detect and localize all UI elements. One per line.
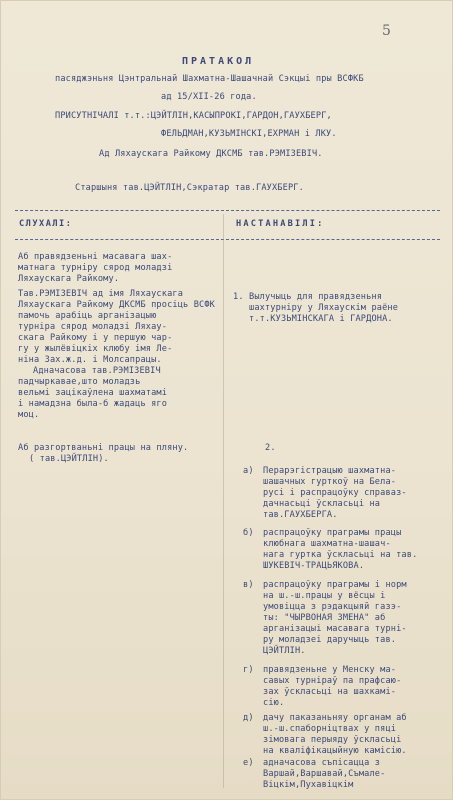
column-heading-resolved: НАСТАНАВІЛІ: xyxy=(236,219,325,229)
item-letter: г) xyxy=(243,665,254,675)
left-line: Аб разгортваньні працы на пляну. xyxy=(18,443,189,453)
header-line: ФЕЛЬДМАН,КУЗЬМІНСКІ,ЕХРМАН і ЛКУ. xyxy=(161,129,337,139)
left-line: Ляхаускага Райкому ДКСМБ просіць ВСФК xyxy=(18,300,215,310)
document-title: ПРАТАКОЛ xyxy=(182,56,255,67)
right-line: ш.-ш.спаборніцтвах у пяці xyxy=(263,724,397,734)
right-line: Варшай,Варшавай,Съмале- xyxy=(263,769,386,779)
right-line: Перарэгістрацыю шахматна- xyxy=(263,466,397,476)
left-line: памочь арабіць арганізацыю xyxy=(18,311,157,321)
left-line: ніна Зах.ж.д. і Молсапрацы. xyxy=(18,355,162,365)
header-line: Старшыня тав.ЦЭЙТЛІН,Сэкратар тав.ГАУХБЕРГ. xyxy=(75,183,304,193)
left-line: Тав.РЭМІЗЕВІЧ ад імя Ляхаускага xyxy=(18,289,184,299)
item-letter: в) xyxy=(243,580,254,590)
right-line: савых турніраў па прафсаю- xyxy=(263,676,402,686)
right-line: нага гуртка ўскласьці на тав. xyxy=(263,550,418,560)
right-line: на кваліфікацыйную камісію. xyxy=(263,746,407,756)
header-line: пасяджэньня Цэнтральнай Шахматна-Шашачнай Сэкцыі пры ВСФКБ xyxy=(55,74,364,84)
left-line: Ляхаускага Райкому. xyxy=(18,274,120,284)
right-line: правядзеньне у Менску ма- xyxy=(263,665,397,675)
right-line: на ш.-ш.працы у вёсцы і xyxy=(263,591,386,601)
left-line: ( тав.ЦЭЙТЛІН). xyxy=(29,454,109,464)
right-line: зімовага перыяду ўскласьці xyxy=(263,735,402,745)
right-line: арганізацыі масавага турні- xyxy=(263,624,407,634)
left-line: падчыркавае,што моладзь xyxy=(18,377,141,387)
left-line: і намадзна была-б жадаць яго xyxy=(18,399,168,409)
column-heading-heard: СЛУХАЛІ: xyxy=(19,219,73,229)
separator-line xyxy=(15,239,440,240)
resolution-number: 1. xyxy=(233,292,244,302)
item-letter: б) xyxy=(243,528,254,538)
right-line: шашачных гурткоў на Бела- xyxy=(263,477,397,487)
item-letter: д) xyxy=(243,713,254,723)
right-line: ты: "ЧЫРВОНАЯ ЗМЕНА" аб xyxy=(263,613,386,623)
left-line: гу у жылёвіцкіх клюбу імя Ле- xyxy=(18,344,173,354)
right-line: ЦЭЙТЛІН. xyxy=(263,646,306,656)
right-line: Вылучыць для правядзеньня xyxy=(249,292,383,302)
right-line: сію. xyxy=(263,698,285,708)
item-letter: е) xyxy=(243,758,254,768)
corner-number-mark: 5 xyxy=(382,23,391,39)
left-line: скага Райкому і у першую чар- xyxy=(18,333,173,343)
right-line: клюбнага шахматна-шашач- xyxy=(263,539,391,549)
right-line: умовіцца з рэдакцыяй газэ- xyxy=(263,602,402,612)
right-line: дачу паказаньняу органам аб xyxy=(263,713,407,723)
left-line: Адначасова тав.РЭМІЗЕВІЧ xyxy=(33,366,161,376)
right-line: т.т.КУЗЬМІНСКАГА і ГАРДОНА. xyxy=(249,314,393,324)
right-line: Віцкім,Пухавіцкім xyxy=(263,780,354,790)
header-line: Ад Ляхаускага Райкому ДКСМБ тав.РЭМІЗЕВІЧ. xyxy=(99,149,323,159)
separator-line xyxy=(15,210,440,211)
right-line: шахтурніру у Ляхаускім раёне xyxy=(249,303,399,313)
right-line: адначасова съпісацца з xyxy=(263,758,381,768)
header-line: ПРИСУТНІЧАЛІ т.т.:ЦЭЙТЛІН,КАСЫПРОКІ,ГАРДОН,ГАУХБЕРГ, xyxy=(55,111,332,121)
resolution-number: 2. xyxy=(265,443,276,453)
item-letter: а) xyxy=(243,466,254,476)
header-line: ад 15/XII-26 года. xyxy=(161,92,257,102)
left-line: моц. xyxy=(18,410,40,420)
left-line: Аб правядзеньні масавага шах- xyxy=(18,252,173,262)
right-line: распрацоўку праграмы працы xyxy=(263,528,402,538)
right-line: ру моладзеі даручыць тав. xyxy=(263,635,397,645)
column-divider xyxy=(223,214,224,788)
right-line: русі і распрацоўку справаз- xyxy=(263,488,407,498)
right-line: тав.ГАУХБЕРГА. xyxy=(263,510,338,520)
left-line: турніра сярод моладзі Ляхау- xyxy=(18,322,168,332)
right-line: дачнасьці ўскласьці на xyxy=(263,499,381,509)
left-line: матнага турніру сярод моладзі xyxy=(18,263,173,273)
left-line: вельмі зацікаўлена шахматамі xyxy=(18,388,168,398)
right-line: зах ўскласьці на шахкамі- xyxy=(263,687,397,697)
right-line: ШУКЕВІЧ-ТРАЦЬЯКОВА. xyxy=(263,561,365,571)
right-line: распрацоўку праграмы і норм xyxy=(263,580,407,590)
